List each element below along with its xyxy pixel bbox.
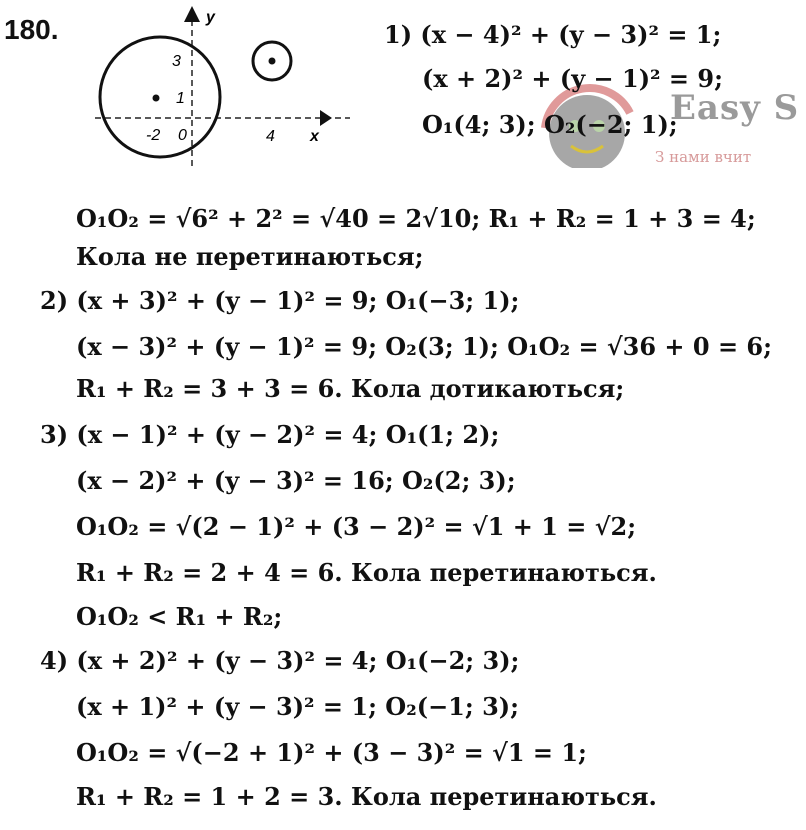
label-x: x (310, 128, 319, 145)
line-13: O₁O₂ < R₁ + R₂; (76, 602, 283, 631)
label-minus-2: -2 (146, 127, 161, 144)
line-3: O₁(4; 3); O₂(−2; 1); (422, 110, 678, 139)
line-5: Кола не перетинаються; (76, 242, 424, 271)
line-11: O₁O₂ = √(2 − 1)² + (3 − 2)² = √1 + 1 = √2; (76, 512, 637, 541)
line-15: (x + 1)² + (y − 3)² = 1; O₂(−1; 3); (76, 692, 520, 721)
label-y: y (206, 9, 215, 26)
line-16: O₁O₂ = √(−2 + 1)² + (3 − 3)² = √1 = 1; (76, 738, 587, 767)
line-10: (x − 2)² + (y − 3)² = 16; O₂(2; 3); (76, 466, 516, 495)
label-4: 4 (266, 128, 275, 145)
line-2: (x + 2)² + (y − 1)² = 9; (422, 64, 723, 93)
line-14: 4) (x + 2)² + (y − 3)² = 4; O₁(−2; 3); (40, 646, 520, 675)
x-axis-arrow (320, 110, 332, 126)
line-9: 3) (x − 1)² + (y − 2)² = 4; O₁(1; 2); (40, 420, 500, 449)
y-axis-arrow (184, 6, 200, 22)
line-1: 1) (x − 4)² + (y − 3)² = 1; (384, 20, 722, 49)
logo-text: Easy S (670, 88, 800, 128)
line-12: R₁ + R₂ = 2 + 4 = 6. Кола перетинаються. (76, 558, 657, 587)
center-big (153, 95, 160, 102)
line-17: R₁ + R₂ = 1 + 2 = 3. Кола перетинаються. (76, 782, 657, 811)
circle-graph (90, 0, 360, 175)
label-1: 1 (176, 90, 185, 107)
problem-number: 180. (4, 14, 59, 45)
line-4: O₁O₂ = √6² + 2² = √40 = 2√10; R₁ + R₂ = 1 + 3 = 4; (76, 204, 756, 233)
label-0: 0 (178, 127, 187, 144)
center-small (269, 58, 276, 65)
line-7: (x − 3)² + (y − 1)² = 9; O₂(3; 1); O₁O₂ = √36 + 0 = 6; (76, 332, 772, 361)
label-3: 3 (172, 53, 181, 70)
logo-subtitle: З нами вчит (655, 148, 752, 166)
line-6: 2) (x + 3)² + (y − 1)² = 9; O₁(−3; 1); (40, 286, 520, 315)
line-8: R₁ + R₂ = 3 + 3 = 6. Кола дотикаються; (76, 374, 625, 403)
